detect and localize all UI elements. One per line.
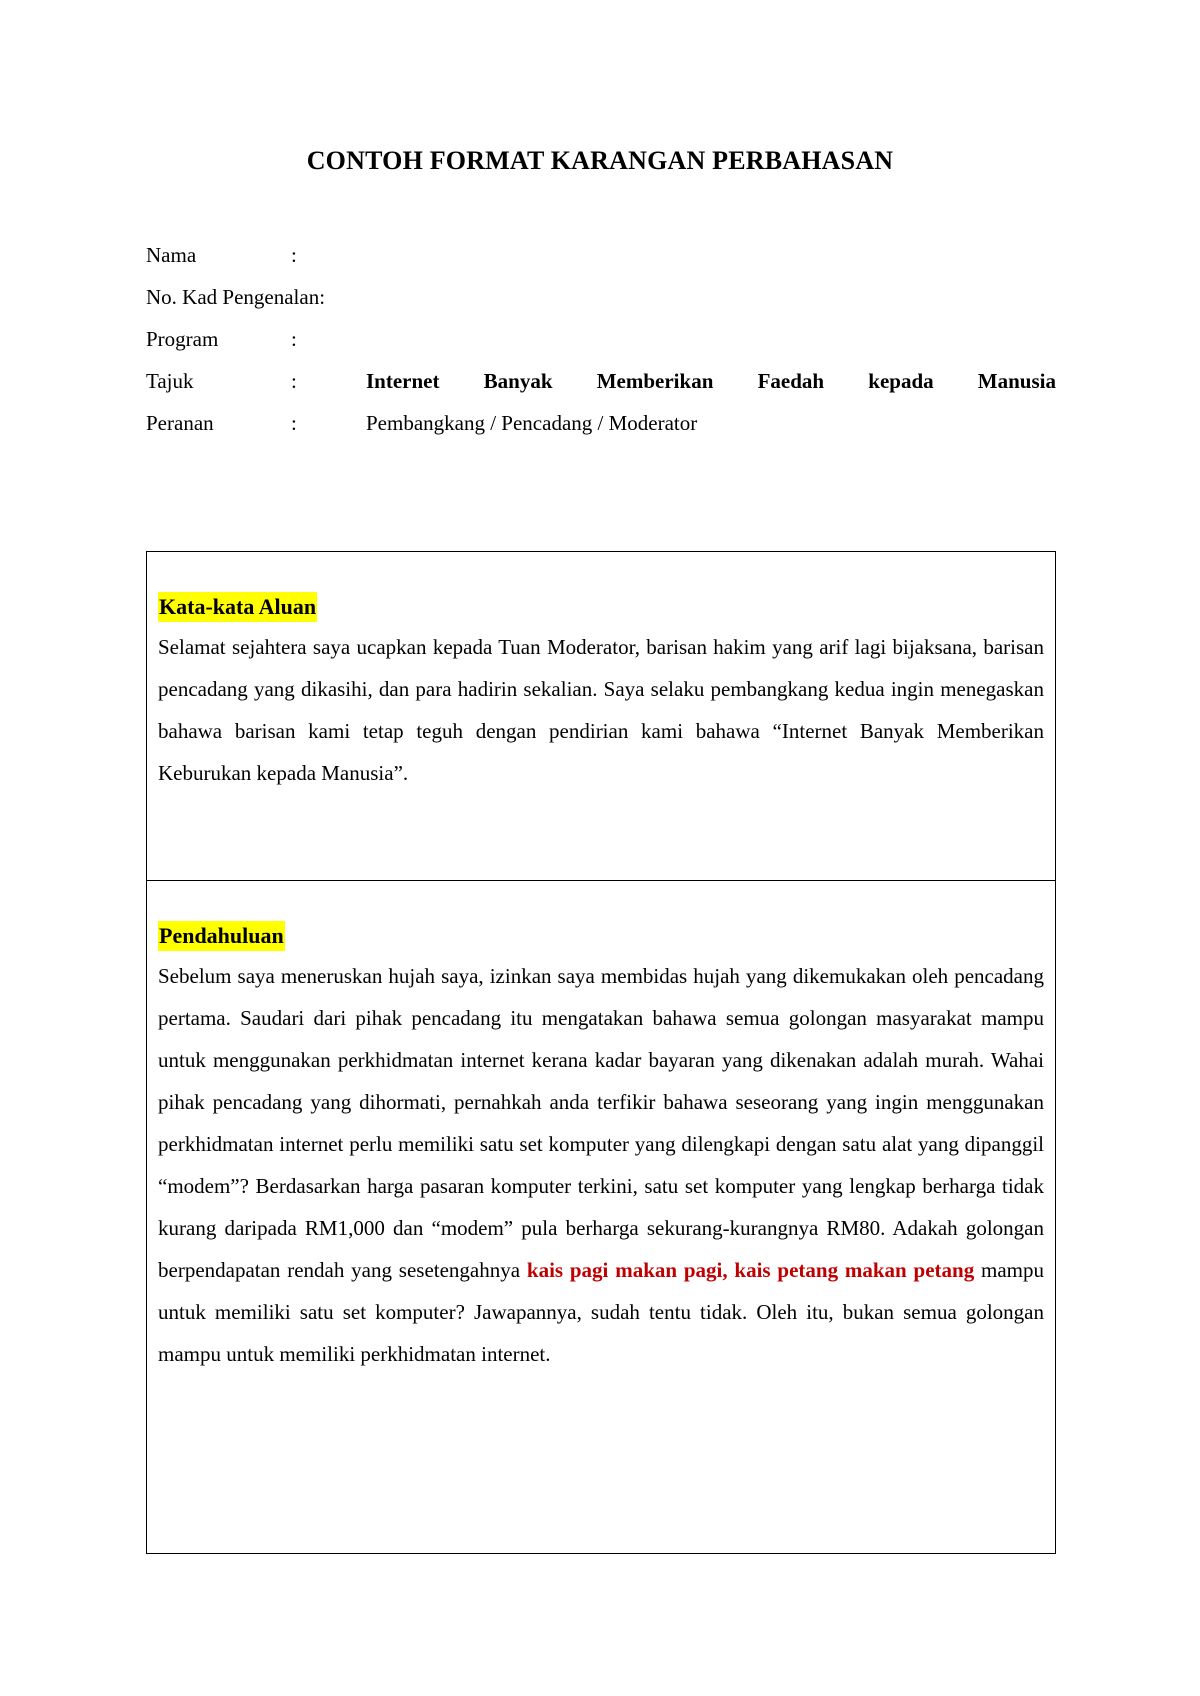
tajuk-label: Tajuk [146, 369, 194, 393]
document-title: CONTOH FORMAT KARANGAN PERBAHASAN [306, 146, 894, 175]
section-heading-aluan: Kata-kata Aluan [158, 592, 317, 622]
section-heading-pendahuluan: Pendahuluan [158, 921, 285, 951]
info-section [146, 240, 1056, 450]
info-row-tajuk [146, 366, 1056, 408]
info-row-peranan [146, 408, 1056, 450]
pendahuluan-text-before: Sebelum saya meneruskan hujah saya, izinkan saya membidas hujah yang dikemukakan oleh pencadang pertama. Saudari dari pihak pencadang itu mengatakan bahawa semua golongan masyarakat mampu untuk menggunakan perkhidmatan internet kerana kadar bayaran yang dikenakan adalah murah. Wahai pihak pencadang yang dihormati, pernahkah anda terfikir bahawa seseorang yang ingin menggunakan perkhidmatan internet perlu memiliki satu set komputer yang dilengkapi dengan satu alat yang dipanggil “modem”? Berdasarkan harga pasaran komputer terkini, satu set komputer yang lengkap berharga tidak kurang daripada RM1,000 dan “modem” pula berharga sekurang-kurangnya RM80. Adakah golongan berpendapatan rendah yang sesetengahnya [158, 964, 1044, 1282]
section-kata-kata-aluan [146, 551, 1056, 881]
peranan-colon: : [291, 411, 297, 435]
program-colon: : [291, 327, 297, 351]
tajuk-colon: : [291, 369, 297, 393]
pendahuluan-text-after: mampu untuk memiliki satu set komputer? Jawapannya, sudah tentu tidak. Oleh itu, bukan semua golongan mampu untuk memiliki perkhidmatan internet. [158, 1258, 1044, 1366]
nama-label: Nama [146, 243, 197, 267]
tajuk-value: Internet Banyak Memberikan Faedah kepada Manusia [366, 369, 1056, 393]
info-row-nama [146, 240, 1056, 282]
peribahasa-highlight: kais pagi makan pagi, kais petang makan petang [526, 1258, 975, 1282]
section-text-aluan: Selamat sejahtera saya ucapkan kepada Tuan Moderator, barisan hakim yang arif lagi bijaksana, barisan pencadang yang dikasihi, dan para hadirin sekalian. Saya selaku pembangkang kedua ingin menegaskan bahawa barisan kami tetap teguh dengan pendirian kami bahawa “Internet Banyak Memberikan Keburukan kepada Manusia”. [158, 635, 1044, 785]
section-text-pendahuluan [158, 955, 1044, 1375]
section-pendahuluan [146, 880, 1056, 1554]
kad-pengenalan-label: No. Kad Pengenalan: [146, 285, 326, 309]
peranan-value: Pembangkang / Pencadang / Moderator [366, 411, 698, 435]
program-label: Program [146, 327, 219, 351]
info-row-program [146, 324, 1056, 366]
nama-colon: : [291, 243, 297, 267]
peranan-label: Peranan [146, 411, 214, 435]
info-row-kad [146, 282, 1056, 324]
